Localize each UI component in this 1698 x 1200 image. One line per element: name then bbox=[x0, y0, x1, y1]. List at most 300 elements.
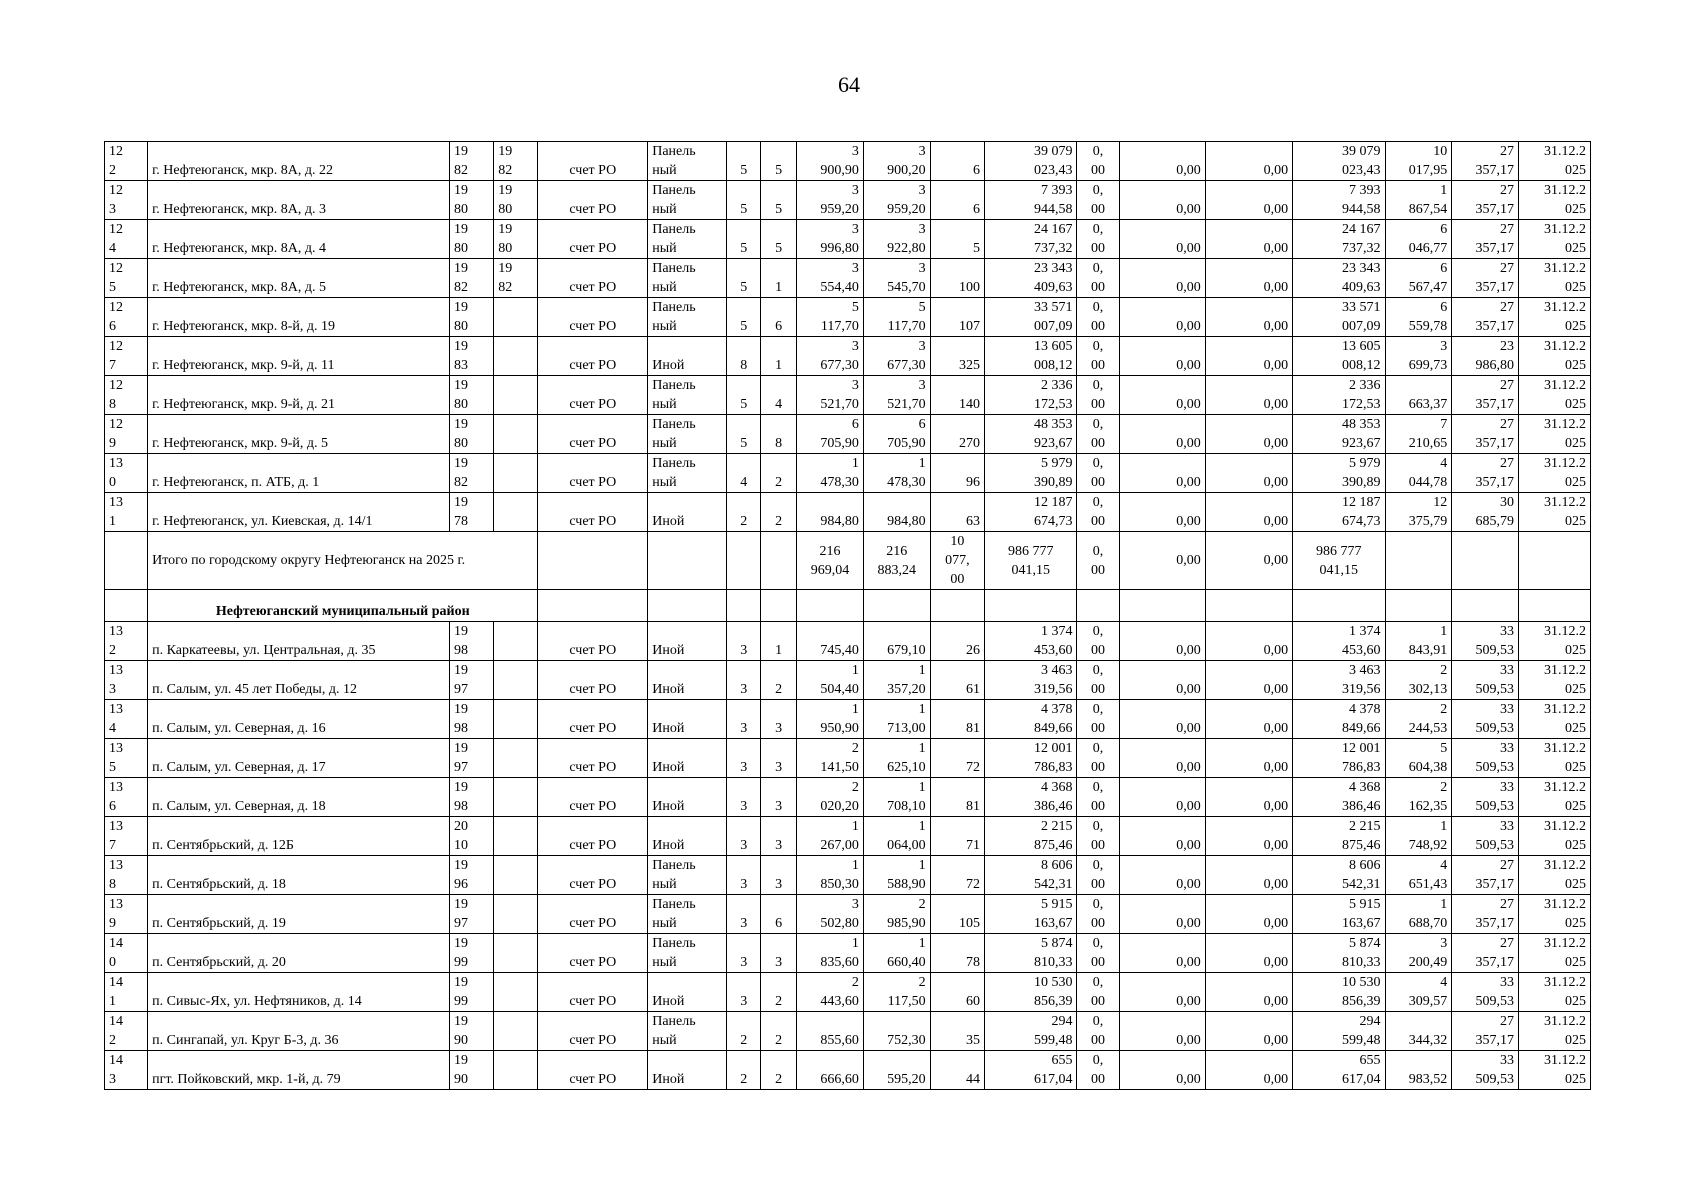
year-built-cell: 19 82 bbox=[450, 259, 494, 298]
floors-cell: 3 bbox=[727, 934, 761, 973]
year-commissioned-cell bbox=[494, 895, 538, 934]
cost-per-m2-cell: 5 604,38 bbox=[1385, 739, 1452, 778]
address-cell: п. Салым, ул. Северная, д. 17 bbox=[148, 739, 450, 778]
wall-material-cell: Иной bbox=[648, 493, 727, 532]
year-built-cell: 19 82 bbox=[450, 142, 494, 181]
fund-cost-cell: 0, 00 bbox=[1077, 622, 1119, 661]
address-cell: п. Сентябрьский, д. 20 bbox=[148, 934, 450, 973]
year-commissioned-cell: 19 80 bbox=[494, 220, 538, 259]
floors-cell: 3 bbox=[727, 700, 761, 739]
cost-limit-cell: 27 357,17 bbox=[1452, 856, 1519, 895]
cost-per-m2-cell: 663,37 bbox=[1385, 376, 1452, 415]
row-number-cell: 14 1 bbox=[105, 973, 148, 1012]
local-cost-cell: 0,00 bbox=[1205, 142, 1292, 181]
address-cell: п. Салым, ул. Северная, д. 18 bbox=[148, 778, 450, 817]
fund-cost-cell: 0, 00 bbox=[1077, 181, 1119, 220]
owners-cost-cell: 4 378 849,66 bbox=[1293, 700, 1385, 739]
residents-cell: 44 bbox=[930, 1051, 984, 1090]
residents-cell: 140 bbox=[930, 376, 984, 415]
year-built-cell: 19 80 bbox=[450, 181, 494, 220]
owners-cost-cell: 24 167 737,32 bbox=[1293, 220, 1385, 259]
funding-method-cell: счет РО bbox=[538, 934, 648, 973]
year-built-cell: 19 96 bbox=[450, 856, 494, 895]
table-row bbox=[105, 220, 1591, 259]
funding-method-cell: счет РО bbox=[538, 298, 648, 337]
owners-cost-cell: 5 915 163,67 bbox=[1293, 895, 1385, 934]
fund-cost-cell: 0, 00 bbox=[1077, 1012, 1119, 1051]
funding-method-cell: счет РО bbox=[538, 376, 648, 415]
funding-method-cell: счет РО bbox=[538, 856, 648, 895]
residents-cell: 6 bbox=[930, 181, 984, 220]
budget-cost-cell: 0,00 bbox=[1119, 1051, 1205, 1090]
subtotal-area-total: 216 969,04 bbox=[797, 532, 864, 590]
table-row bbox=[105, 298, 1591, 337]
deadline-date-cell: 31.12.2 025 bbox=[1519, 739, 1591, 778]
table-row bbox=[105, 739, 1591, 778]
funding-method-cell: счет РО bbox=[538, 142, 648, 181]
cost-limit-cell: 27 357,17 bbox=[1452, 934, 1519, 973]
year-built-cell: 19 97 bbox=[450, 895, 494, 934]
owners-cost-cell: 1 374 453,60 bbox=[1293, 622, 1385, 661]
year-commissioned-cell bbox=[494, 1051, 538, 1090]
residents-cell: 60 bbox=[930, 973, 984, 1012]
cost-limit-cell: 33 509,53 bbox=[1452, 700, 1519, 739]
cost-limit-cell: 33 509,53 bbox=[1452, 622, 1519, 661]
budget-cost-cell: 0,00 bbox=[1119, 817, 1205, 856]
wall-material-cell: Иной bbox=[648, 817, 727, 856]
row-number-cell: 13 4 bbox=[105, 700, 148, 739]
living-area-cell: 1 357,20 bbox=[863, 661, 930, 700]
row-number-cell: 12 5 bbox=[105, 259, 148, 298]
fund-cost-cell: 0, 00 bbox=[1077, 661, 1119, 700]
local-cost-cell: 0,00 bbox=[1205, 856, 1292, 895]
wall-material-cell: Панель ный bbox=[648, 856, 727, 895]
living-area-cell: 2 985,90 bbox=[863, 895, 930, 934]
address-cell: г. Нефтеюганск, мкр. 9-й, д. 5 bbox=[148, 415, 450, 454]
local-cost-cell: 0,00 bbox=[1205, 220, 1292, 259]
cost-per-m2-cell: 2 162,35 bbox=[1385, 778, 1452, 817]
local-cost-cell: 0,00 bbox=[1205, 700, 1292, 739]
funding-method-cell: счет РО bbox=[538, 739, 648, 778]
living-area-cell: 1 064,00 bbox=[863, 817, 930, 856]
local-cost-cell: 0,00 bbox=[1205, 778, 1292, 817]
address-cell: пгт. Пойковский, мкр. 1-й, д. 79 bbox=[148, 1051, 450, 1090]
total-area-cell: 666,60 bbox=[797, 1051, 864, 1090]
row-number-cell: 13 7 bbox=[105, 817, 148, 856]
owners-cost-cell: 4 368 386,46 bbox=[1293, 778, 1385, 817]
residents-cell: 63 bbox=[930, 493, 984, 532]
fund-cost-cell: 0, 00 bbox=[1077, 142, 1119, 181]
rows-group-neftefugansk-district bbox=[105, 622, 1591, 1090]
floors-cell: 2 bbox=[727, 493, 761, 532]
year-built-cell: 19 80 bbox=[450, 415, 494, 454]
table-row bbox=[105, 142, 1591, 181]
total-cost-cell: 23 343 409,63 bbox=[985, 259, 1077, 298]
floors-cell: 5 bbox=[727, 142, 761, 181]
deadline-date-cell: 31.12.2 025 bbox=[1519, 181, 1591, 220]
year-commissioned-cell bbox=[494, 973, 538, 1012]
row-number-cell: 13 6 bbox=[105, 778, 148, 817]
budget-cost-cell: 0,00 bbox=[1119, 661, 1205, 700]
entrances-cell: 6 bbox=[761, 298, 797, 337]
address-cell: г. Нефтеюганск, п. АТБ, д. 1 bbox=[148, 454, 450, 493]
local-cost-cell: 0,00 bbox=[1205, 622, 1292, 661]
year-built-cell: 19 97 bbox=[450, 739, 494, 778]
local-cost-cell: 0,00 bbox=[1205, 454, 1292, 493]
total-cost-cell: 4 378 849,66 bbox=[985, 700, 1077, 739]
residents-cell: 81 bbox=[930, 778, 984, 817]
row-number-cell: 13 0 bbox=[105, 454, 148, 493]
cost-limit-cell: 33 509,53 bbox=[1452, 817, 1519, 856]
table-row bbox=[105, 934, 1591, 973]
total-cost-cell: 13 605 008,12 bbox=[985, 337, 1077, 376]
owners-cost-cell: 33 571 007,09 bbox=[1293, 298, 1385, 337]
cost-per-m2-cell: 6 559,78 bbox=[1385, 298, 1452, 337]
floors-cell: 3 bbox=[727, 856, 761, 895]
total-area-cell: 1 950,90 bbox=[797, 700, 864, 739]
budget-cost-cell: 0,00 bbox=[1119, 739, 1205, 778]
funding-method-cell: счет РО bbox=[538, 817, 648, 856]
fund-cost-cell: 0, 00 bbox=[1077, 817, 1119, 856]
living-area-cell: 679,10 bbox=[863, 622, 930, 661]
cost-per-m2-cell: 983,52 bbox=[1385, 1051, 1452, 1090]
year-built-cell: 20 10 bbox=[450, 817, 494, 856]
local-cost-cell: 0,00 bbox=[1205, 895, 1292, 934]
total-area-cell: 1 835,60 bbox=[797, 934, 864, 973]
owners-cost-cell: 12 187 674,73 bbox=[1293, 493, 1385, 532]
floors-cell: 5 bbox=[727, 181, 761, 220]
local-cost-cell: 0,00 bbox=[1205, 1051, 1292, 1090]
funding-method-cell: счет РО bbox=[538, 415, 648, 454]
row-number-cell: 13 5 bbox=[105, 739, 148, 778]
cost-per-m2-cell: 3 699,73 bbox=[1385, 337, 1452, 376]
local-cost-cell: 0,00 bbox=[1205, 817, 1292, 856]
address-cell: п. Каркатеевы, ул. Центральная, д. 35 bbox=[148, 622, 450, 661]
local-cost-cell: 0,00 bbox=[1205, 934, 1292, 973]
total-cost-cell: 4 368 386,46 bbox=[985, 778, 1077, 817]
subtotal-residents: 10 077, 00 bbox=[930, 532, 984, 590]
fund-cost-cell: 0, 00 bbox=[1077, 934, 1119, 973]
cost-per-m2-cell: 1 688,70 bbox=[1385, 895, 1452, 934]
floors-cell: 8 bbox=[727, 337, 761, 376]
residents-cell: 61 bbox=[930, 661, 984, 700]
residents-cell: 5 bbox=[930, 220, 984, 259]
table-row bbox=[105, 700, 1591, 739]
row-number-cell: 14 2 bbox=[105, 1012, 148, 1051]
entrances-cell: 3 bbox=[761, 739, 797, 778]
owners-cost-cell: 7 393 944,58 bbox=[1293, 181, 1385, 220]
deadline-date-cell: 31.12.2 025 bbox=[1519, 220, 1591, 259]
local-cost-cell: 0,00 bbox=[1205, 181, 1292, 220]
table-row bbox=[105, 778, 1591, 817]
year-built-cell: 19 98 bbox=[450, 778, 494, 817]
living-area-cell: 5 117,70 bbox=[863, 298, 930, 337]
cost-per-m2-cell: 2 302,13 bbox=[1385, 661, 1452, 700]
total-area-cell: 1 267,00 bbox=[797, 817, 864, 856]
row-number-cell: 12 6 bbox=[105, 298, 148, 337]
deadline-date-cell: 31.12.2 025 bbox=[1519, 622, 1591, 661]
address-cell: г. Нефтеюганск, мкр. 8-й, д. 19 bbox=[148, 298, 450, 337]
living-area-cell: 1 713,00 bbox=[863, 700, 930, 739]
cost-limit-cell: 27 357,17 bbox=[1452, 259, 1519, 298]
deadline-date-cell: 31.12.2 025 bbox=[1519, 415, 1591, 454]
entrances-cell: 1 bbox=[761, 337, 797, 376]
entrances-cell: 2 bbox=[761, 1012, 797, 1051]
cost-per-m2-cell: 4 044,78 bbox=[1385, 454, 1452, 493]
year-built-cell: 19 82 bbox=[450, 454, 494, 493]
deadline-date-cell: 31.12.2 025 bbox=[1519, 817, 1591, 856]
residents-cell: 6 bbox=[930, 142, 984, 181]
owners-cost-cell: 5 874 810,33 bbox=[1293, 934, 1385, 973]
table-row bbox=[105, 895, 1591, 934]
table-row bbox=[105, 817, 1591, 856]
wall-material-cell: Панель ный bbox=[648, 298, 727, 337]
row-number-cell: 12 2 bbox=[105, 142, 148, 181]
year-built-cell: 19 98 bbox=[450, 700, 494, 739]
wall-material-cell: Панель ный bbox=[648, 259, 727, 298]
total-cost-cell: 39 079 023,43 bbox=[985, 142, 1077, 181]
owners-cost-cell: 2 336 172,53 bbox=[1293, 376, 1385, 415]
row-number-cell: 14 0 bbox=[105, 934, 148, 973]
budget-cost-cell: 0,00 bbox=[1119, 934, 1205, 973]
budget-cost-cell: 0,00 bbox=[1119, 337, 1205, 376]
funding-method-cell: счет РО bbox=[538, 454, 648, 493]
table-row bbox=[105, 454, 1591, 493]
fund-cost-cell: 0, 00 bbox=[1077, 700, 1119, 739]
floors-cell: 3 bbox=[727, 778, 761, 817]
wall-material-cell: Панель ный bbox=[648, 220, 727, 259]
residents-cell: 107 bbox=[930, 298, 984, 337]
total-area-cell: 3 959,20 bbox=[797, 181, 864, 220]
fund-cost-cell: 0, 00 bbox=[1077, 739, 1119, 778]
floors-cell: 3 bbox=[727, 739, 761, 778]
cost-per-m2-cell: 4 309,57 bbox=[1385, 973, 1452, 1012]
total-area-cell: 3 521,70 bbox=[797, 376, 864, 415]
subtotal-cost-4: 986 777 041,15 bbox=[1293, 532, 1385, 590]
floors-cell: 5 bbox=[727, 220, 761, 259]
total-cost-cell: 7 393 944,58 bbox=[985, 181, 1077, 220]
floors-cell: 3 bbox=[727, 661, 761, 700]
living-area-cell: 3 922,80 bbox=[863, 220, 930, 259]
living-area-cell: 1 708,10 bbox=[863, 778, 930, 817]
cost-limit-cell: 27 357,17 bbox=[1452, 220, 1519, 259]
budget-cost-cell: 0,00 bbox=[1119, 415, 1205, 454]
address-cell: п. Сентябрьский, д. 19 bbox=[148, 895, 450, 934]
fund-cost-cell: 0, 00 bbox=[1077, 1051, 1119, 1090]
budget-cost-cell: 0,00 bbox=[1119, 298, 1205, 337]
address-cell: п. Салым, ул. Северная, д. 16 bbox=[148, 700, 450, 739]
address-cell: г. Нефтеюганск, ул. Киевская, д. 14/1 bbox=[148, 493, 450, 532]
year-built-cell: 19 97 bbox=[450, 661, 494, 700]
deadline-date-cell: 31.12.2 025 bbox=[1519, 895, 1591, 934]
year-commissioned-cell bbox=[494, 661, 538, 700]
cost-per-m2-cell: 3 200,49 bbox=[1385, 934, 1452, 973]
living-area-cell: 595,20 bbox=[863, 1051, 930, 1090]
owners-cost-cell: 13 605 008,12 bbox=[1293, 337, 1385, 376]
living-area-cell: 752,30 bbox=[863, 1012, 930, 1051]
deadline-date-cell: 31.12.2 025 bbox=[1519, 298, 1591, 337]
address-cell: п. Сентябрьский, д. 18 bbox=[148, 856, 450, 895]
budget-cost-cell: 0,00 bbox=[1119, 181, 1205, 220]
year-commissioned-cell bbox=[494, 337, 538, 376]
living-area-cell: 3 677,30 bbox=[863, 337, 930, 376]
total-area-cell: 984,80 bbox=[797, 493, 864, 532]
year-commissioned-cell bbox=[494, 622, 538, 661]
address-cell: п. Сентябрьский, д. 12Б bbox=[148, 817, 450, 856]
living-area-cell: 3 900,20 bbox=[863, 142, 930, 181]
row-number-cell: 12 4 bbox=[105, 220, 148, 259]
row-number-cell: 13 3 bbox=[105, 661, 148, 700]
entrances-cell: 1 bbox=[761, 622, 797, 661]
floors-cell: 2 bbox=[727, 1051, 761, 1090]
fund-cost-cell: 0, 00 bbox=[1077, 220, 1119, 259]
deadline-date-cell: 31.12.2 025 bbox=[1519, 142, 1591, 181]
year-commissioned-cell bbox=[494, 376, 538, 415]
table-row bbox=[105, 493, 1591, 532]
owners-cost-cell: 2 215 875,46 bbox=[1293, 817, 1385, 856]
fund-cost-cell: 0, 00 bbox=[1077, 454, 1119, 493]
table-row bbox=[105, 337, 1591, 376]
total-area-cell: 5 117,70 bbox=[797, 298, 864, 337]
entrances-cell: 6 bbox=[761, 895, 797, 934]
table-row bbox=[105, 622, 1591, 661]
wall-material-cell: Иной bbox=[648, 622, 727, 661]
local-cost-cell: 0,00 bbox=[1205, 493, 1292, 532]
wall-material-cell: Панель ный bbox=[648, 934, 727, 973]
residents-cell: 72 bbox=[930, 739, 984, 778]
total-area-cell: 1 850,30 bbox=[797, 856, 864, 895]
total-cost-cell: 12 001 786,83 bbox=[985, 739, 1077, 778]
budget-cost-cell: 0,00 bbox=[1119, 454, 1205, 493]
owners-cost-cell: 8 606 542,31 bbox=[1293, 856, 1385, 895]
total-cost-cell: 5 915 163,67 bbox=[985, 895, 1077, 934]
wall-material-cell: Иной bbox=[648, 973, 727, 1012]
floors-cell: 3 bbox=[727, 973, 761, 1012]
entrances-cell: 3 bbox=[761, 778, 797, 817]
entrances-cell: 3 bbox=[761, 934, 797, 973]
budget-cost-cell: 0,00 bbox=[1119, 973, 1205, 1012]
year-commissioned-cell bbox=[494, 739, 538, 778]
entrances-cell: 3 bbox=[761, 817, 797, 856]
deadline-date-cell: 31.12.2 025 bbox=[1519, 661, 1591, 700]
residents-cell: 96 bbox=[930, 454, 984, 493]
year-built-cell: 19 90 bbox=[450, 1051, 494, 1090]
cost-limit-cell: 27 357,17 bbox=[1452, 181, 1519, 220]
total-cost-cell: 10 530 856,39 bbox=[985, 973, 1077, 1012]
cost-per-m2-cell: 12 375,79 bbox=[1385, 493, 1452, 532]
local-cost-cell: 0,00 bbox=[1205, 739, 1292, 778]
deadline-date-cell: 31.12.2 025 bbox=[1519, 376, 1591, 415]
row-number-cell: 12 3 bbox=[105, 181, 148, 220]
owners-cost-cell: 294 599,48 bbox=[1293, 1012, 1385, 1051]
deadline-date-cell: 31.12.2 025 bbox=[1519, 973, 1591, 1012]
owners-cost-cell: 39 079 023,43 bbox=[1293, 142, 1385, 181]
wall-material-cell: Иной bbox=[648, 661, 727, 700]
year-commissioned-cell bbox=[494, 454, 538, 493]
budget-cost-cell: 0,00 bbox=[1119, 493, 1205, 532]
row-number-cell: 13 9 bbox=[105, 895, 148, 934]
wall-material-cell: Иной bbox=[648, 739, 727, 778]
fund-cost-cell: 0, 00 bbox=[1077, 856, 1119, 895]
fund-cost-cell: 0, 00 bbox=[1077, 259, 1119, 298]
deadline-date-cell: 31.12.2 025 bbox=[1519, 934, 1591, 973]
floors-cell: 3 bbox=[727, 622, 761, 661]
subtotal-row bbox=[105, 532, 1591, 590]
fund-cost-cell: 0, 00 bbox=[1077, 337, 1119, 376]
address-cell: г. Нефтеюганск, мкр. 9-й, д. 11 bbox=[148, 337, 450, 376]
table-row bbox=[105, 181, 1591, 220]
fund-cost-cell: 0, 00 bbox=[1077, 973, 1119, 1012]
local-cost-cell: 0,00 bbox=[1205, 376, 1292, 415]
budget-cost-cell: 0,00 bbox=[1119, 259, 1205, 298]
local-cost-cell: 0,00 bbox=[1205, 298, 1292, 337]
total-area-cell: 745,40 bbox=[797, 622, 864, 661]
year-commissioned-cell bbox=[494, 298, 538, 337]
entrances-cell: 5 bbox=[761, 220, 797, 259]
local-cost-cell: 0,00 bbox=[1205, 973, 1292, 1012]
floors-cell: 3 bbox=[727, 895, 761, 934]
fund-cost-cell: 0, 00 bbox=[1077, 298, 1119, 337]
entrances-cell: 2 bbox=[761, 454, 797, 493]
total-cost-cell: 33 571 007,09 bbox=[985, 298, 1077, 337]
deadline-date-cell: 31.12.2 025 bbox=[1519, 700, 1591, 739]
cost-limit-cell: 27 357,17 bbox=[1452, 376, 1519, 415]
address-cell: п. Салым, ул. 45 лет Победы, д. 12 bbox=[148, 661, 450, 700]
total-cost-cell: 5 874 810,33 bbox=[985, 934, 1077, 973]
entrances-cell: 4 bbox=[761, 376, 797, 415]
cost-limit-cell: 27 357,17 bbox=[1452, 895, 1519, 934]
budget-cost-cell: 0,00 bbox=[1119, 895, 1205, 934]
subtotal-cost-1: 0, 00 bbox=[1077, 532, 1119, 590]
cost-limit-cell: 33 509,53 bbox=[1452, 778, 1519, 817]
living-area-cell: 2 117,50 bbox=[863, 973, 930, 1012]
year-commissioned-cell bbox=[494, 934, 538, 973]
year-built-cell: 19 99 bbox=[450, 934, 494, 973]
year-commissioned-cell bbox=[494, 817, 538, 856]
owners-cost-cell: 10 530 856,39 bbox=[1293, 973, 1385, 1012]
subtotal-cost-3: 0,00 bbox=[1205, 532, 1292, 590]
total-cost-cell: 12 187 674,73 bbox=[985, 493, 1077, 532]
deadline-date-cell: 31.12.2 025 bbox=[1519, 1012, 1591, 1051]
living-area-cell: 3 521,70 bbox=[863, 376, 930, 415]
entrances-cell: 2 bbox=[761, 1051, 797, 1090]
cost-per-m2-cell: 1 843,91 bbox=[1385, 622, 1452, 661]
total-cost-cell: 24 167 737,32 bbox=[985, 220, 1077, 259]
row-number-cell: 12 7 bbox=[105, 337, 148, 376]
residents-cell: 100 bbox=[930, 259, 984, 298]
year-built-cell: 19 90 bbox=[450, 1012, 494, 1051]
entrances-cell: 5 bbox=[761, 181, 797, 220]
table-row bbox=[105, 259, 1591, 298]
cost-per-m2-cell: 2 244,53 bbox=[1385, 700, 1452, 739]
funding-method-cell: счет РО bbox=[538, 259, 648, 298]
cost-limit-cell: 27 357,17 bbox=[1452, 454, 1519, 493]
residents-cell: 26 bbox=[930, 622, 984, 661]
fund-cost-cell: 0, 00 bbox=[1077, 895, 1119, 934]
cost-limit-cell: 23 986,80 bbox=[1452, 337, 1519, 376]
cost-per-m2-cell: 6 567,47 bbox=[1385, 259, 1452, 298]
local-cost-cell: 0,00 bbox=[1205, 259, 1292, 298]
cost-limit-cell: 33 509,53 bbox=[1452, 661, 1519, 700]
funding-method-cell: счет РО bbox=[538, 661, 648, 700]
year-built-cell: 19 99 bbox=[450, 973, 494, 1012]
living-area-cell: 3 959,20 bbox=[863, 181, 930, 220]
deadline-date-cell: 31.12.2 025 bbox=[1519, 1051, 1591, 1090]
funding-method-cell: счет РО bbox=[538, 337, 648, 376]
budget-cost-cell: 0,00 bbox=[1119, 1012, 1205, 1051]
funding-method-cell: счет РО bbox=[538, 895, 648, 934]
deadline-date-cell: 31.12.2 025 bbox=[1519, 259, 1591, 298]
